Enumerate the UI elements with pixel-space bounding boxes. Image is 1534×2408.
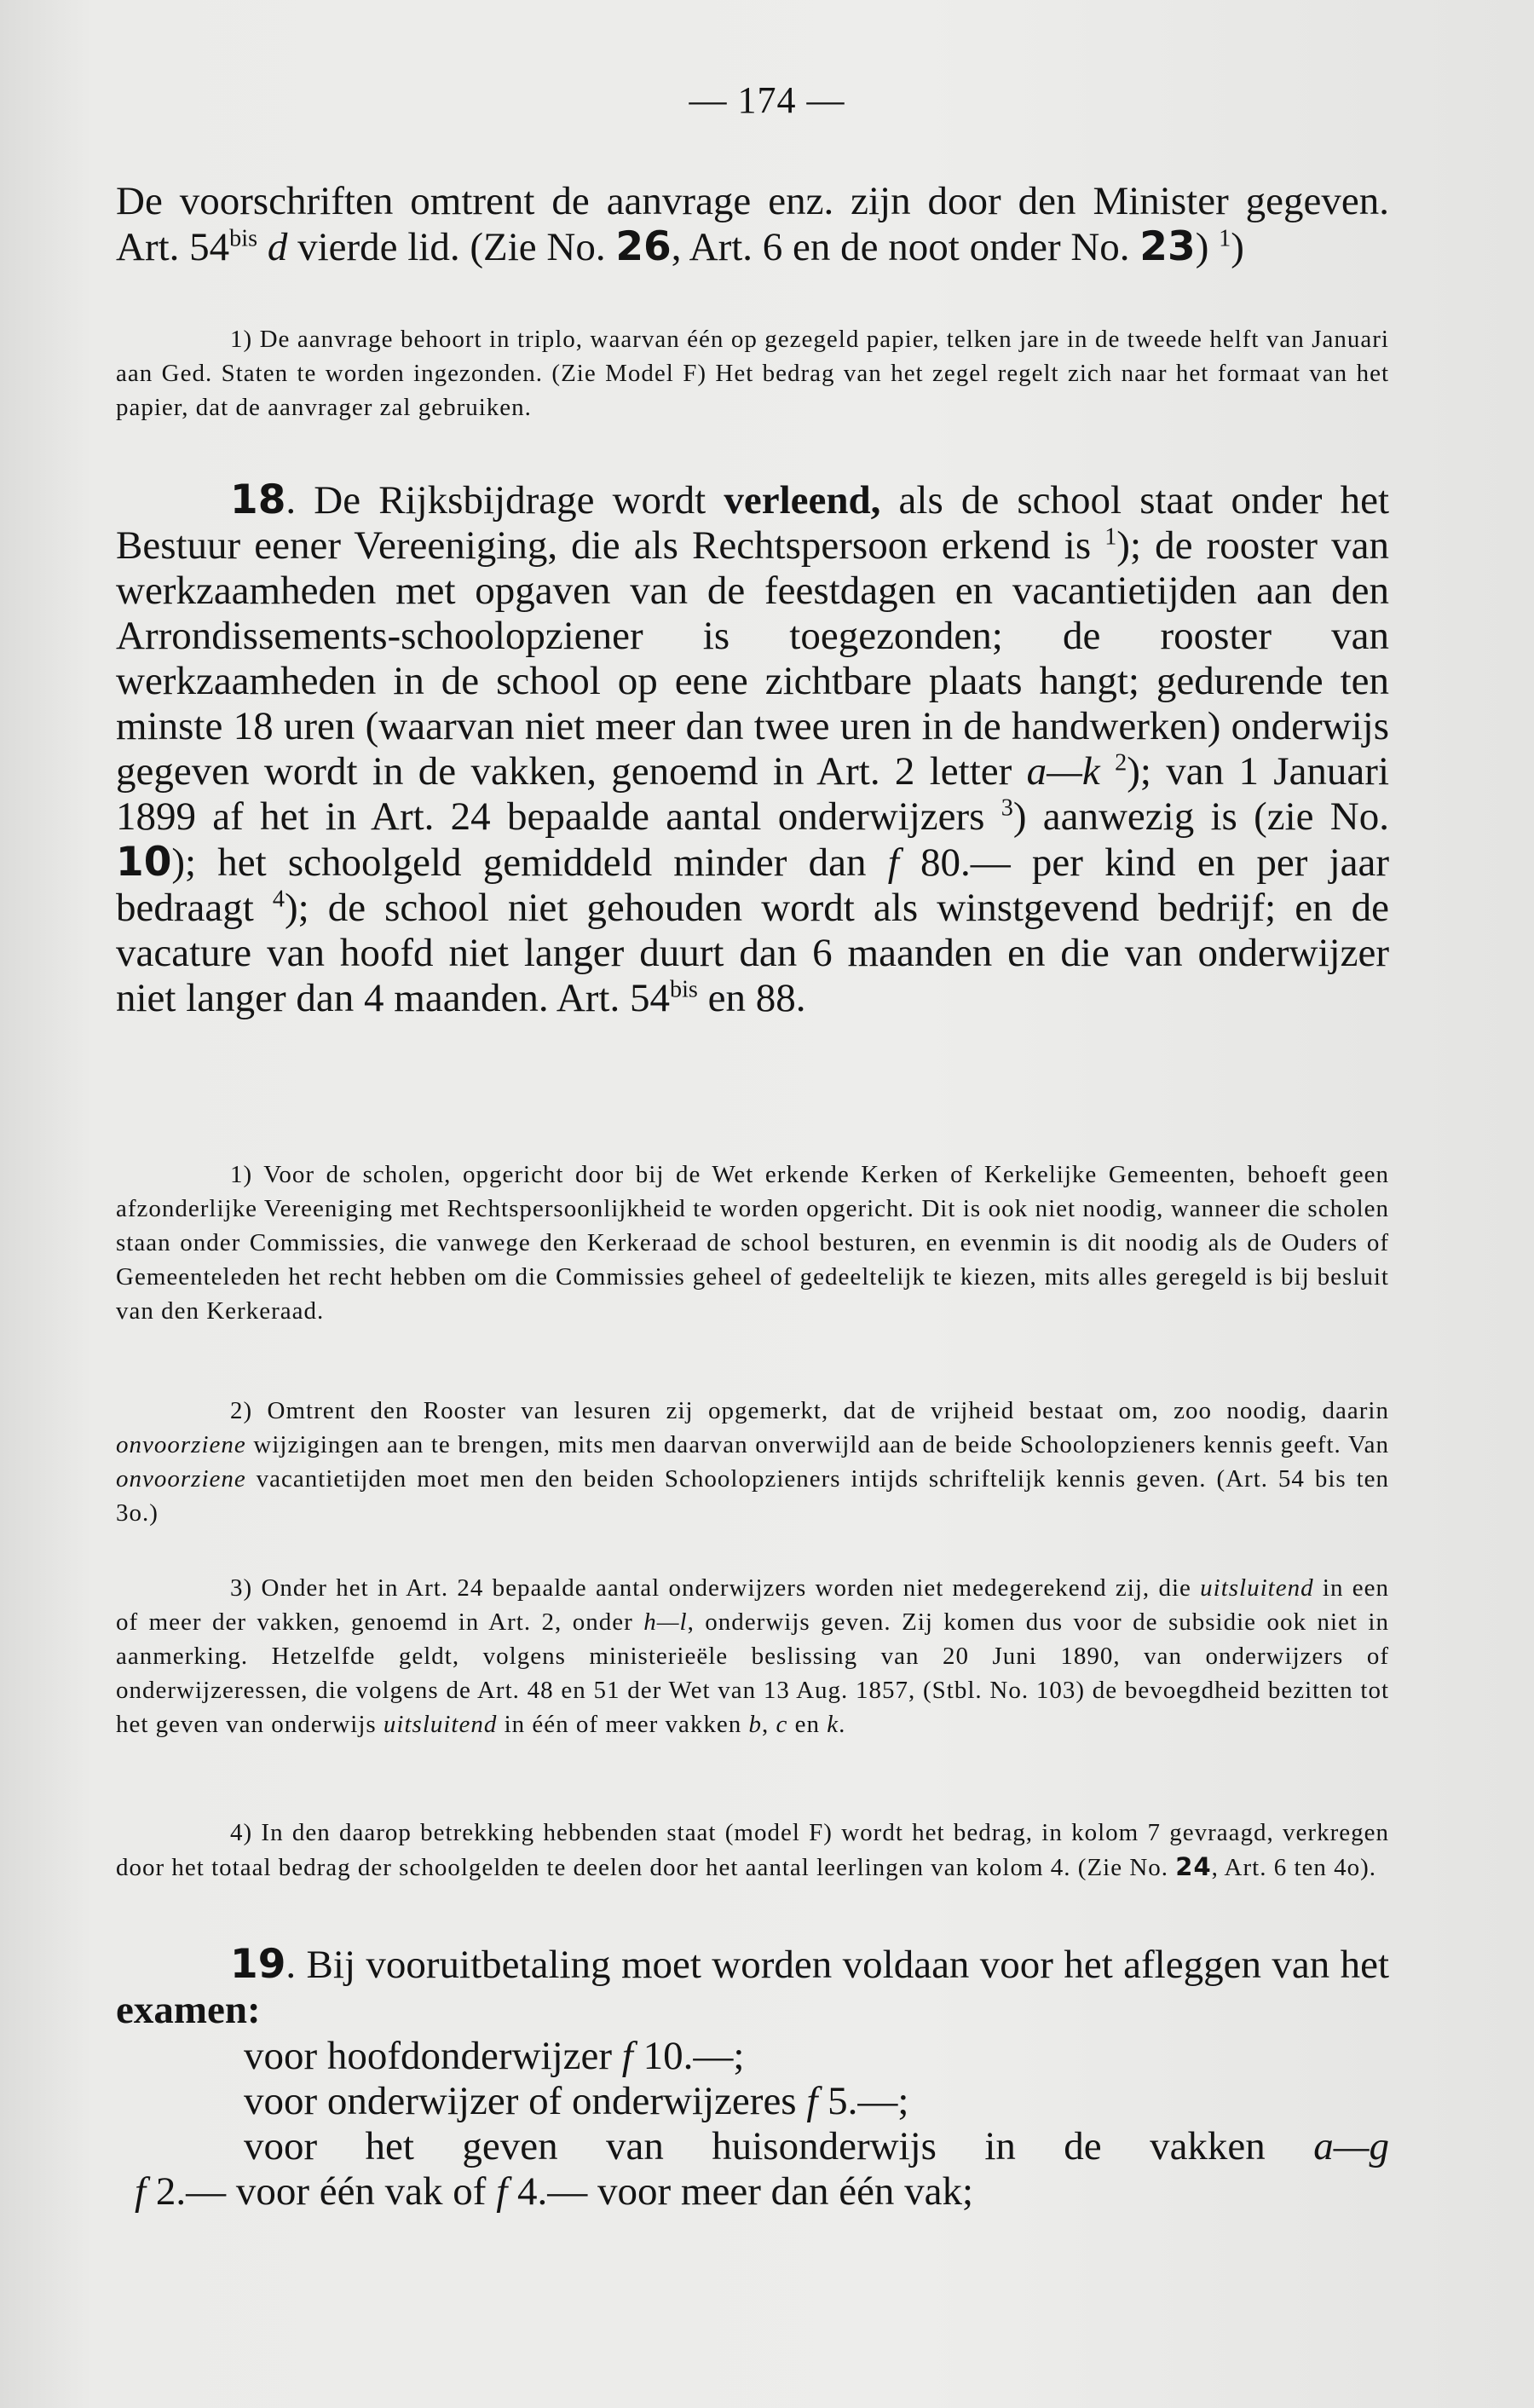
footnote-intro: 1) De aanvrage behoort in triplo, waarvan één op gezegeld papier, telken jare in de tweede helft van Januari aan Ged. Staten te worden ingezonden. (Zie Model F) Het bedrag van het zegel regelt zich naar het formaat van het papier, dat de aanvrager zal gebruiken. xyxy=(116,326,1389,421)
section-19: 19. Bij vooruitbetaling moet worden voldaan voor het afleggen van het examen: xyxy=(116,1941,1389,2032)
fee-line-2: voor onderwijzer of onderwijzeres f 5.—; xyxy=(244,2079,909,2123)
footnote-2: 2) Omtrent den Rooster van lesuren zij opgemerkt, dat de vrijheid bestaat om, zoo noodig, daarin onvoorziene wijzigingen aan te brengen, mits men daarvan onverwijld aan de beide Schoolopzieners kennis geeft. Van onvoorziene vacantietijden moet men den beiden Schoolopzieners intijds schriftelijk kennis geven. (Art. 54 bis ten 3o.) xyxy=(116,1397,1389,1527)
page-number: — 174 — xyxy=(689,79,845,121)
footnote-4: 4) In den daarop betrekking hebbenden staat (model F) wordt het bedrag, in kolom 7 gevraagd, verkregen door het totaal bedrag der schoolgelden te deelen door het aantal leerlingen van kolom 4. (Zie No. 24, Art. 6 ten 4o). xyxy=(116,1819,1389,1881)
section-number: 19 xyxy=(230,1941,286,1988)
fee-line-1: voor hoofdonderwijzer f 10.—; xyxy=(244,2034,745,2078)
section-number: 18 xyxy=(230,476,286,523)
footnote-3: 3) Onder het in Art. 24 bepaalde aantal onderwijzers worden niet medegerekend zij, die uitsluitend in een of meer der vakken, genoemd in Art. 2, onder h—l, onderwijs geven. Zij komen dus voor de subsidie ook niet in aanmerking. Hetzelfde geldt, volgens ministerieële beslissing van 20 Juni 1890, van onderwijzers of onderwijzeressen, die volgens de Art. 48 en 51 der Wet van 13 Aug. 1857, (Stbl. No. 103) de bevoegdheid bezitten tot het geven van onderwijs uitsluitend in één of meer vakken b, c en k. xyxy=(116,1574,1389,1738)
fee-line-3: voor het geven van huisonderwijs in de vakken a—g xyxy=(244,2124,1389,2168)
fee-line-4: f 2.— voor één vak of f 4.— voor meer dan één vak; xyxy=(135,2169,974,2214)
footnote-1: 1) Voor de scholen, opgericht door bij de Wet erkende Kerken of Kerkelijke Gemeenten, behoeft geen afzonderlijke Vereeniging met Rechtspersoonlijkheid te worden opgericht. Dit is ook niet noodig, wanneer die scholen staan onder Commissies, die vanwege den Kerkeraad de school besturen, en evenmin is dit noodig als de Ouders of Gemeenteleden het recht hebben om die Commissies geheel of gedeeltelijk te kiezen, mits alles geregeld is bij besluit van den Kerkeraad. xyxy=(116,1161,1389,1325)
fee-list xyxy=(116,2034,1389,2169)
intro-paragraph: De voorschriften omtrent de aanvrage enz. zijn door den Minister gegeven. Art. $54^{bis}$ d vierde lid. (Zie No. 26, Art. 6 en de noot onder No. 23) $^1$) xyxy=(116,179,1389,270)
section-18: 18. De Rijksbijdrage wordt verleend, als de school staat onder het Bestuur eener Vereeniging, die als Rechtspersoon erkend is $^1$); de rooster van werkzaamheden met opgaven van de feestdagen en vacantietijden aan den Arrondissements-schoolopziener is toegezonden; de rooster van werkzaamheden in de school op eene zichtbare plaats hangt; gedurende ten minste 18 uren (waarvan niet meer dan twee uren in de handwerken) onderwijs gegeven wordt in de vakken, genoemd in Art. 2 letter a—k $^2$); van 1 Januari 1899 af het in Art. 24 bepaalde aantal onderwijzers $^3$) aanwezig is (zie No. 10); het schoolgeld gemiddeld minder dan f 80.— per kind en per jaar bedraagt $^4$); de school niet gehouden wordt als winstgevend bedrijf; en de vacature van hoofd niet langer duurt dan 6 maanden en die van onderwijzer niet langer dan 4 maanden. Art. $54^{bis}$ en 88. xyxy=(116,476,1390,1020)
